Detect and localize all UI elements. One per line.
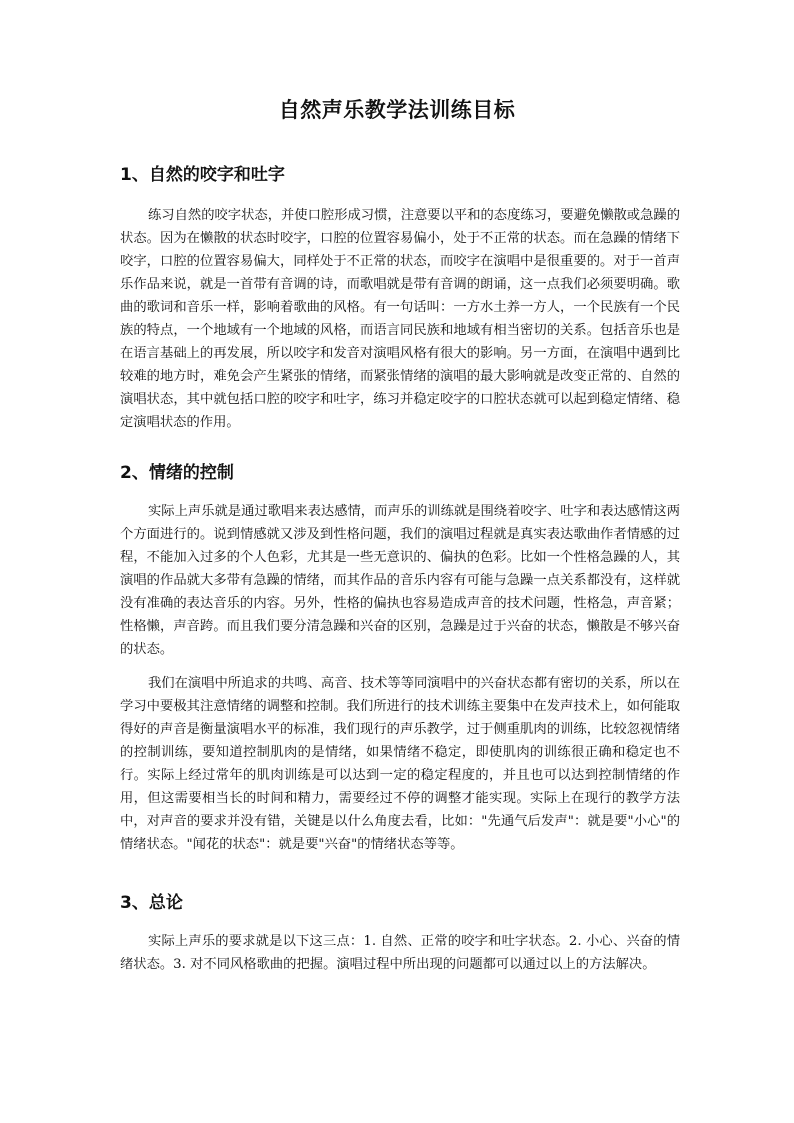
section-heading-3: 3、总论 <box>120 893 183 913</box>
section-1-paragraph-1: 练习自然的咬字状态，并使口腔形成习惯，注意要以平和的态度练习，要避免懒散或急躁的状态。因为在懒散的状态时咬字，口腔的位置容易偏小，处于不正常的状态。而在急躁的情绪下咬字，口腔的位置容易偏大，同样处于不正常的状态，而咬字在演唱中是很重要的。对于一首声乐作品来说，就是一首带有音调的诗，而歌唱就是带有音调的朗诵，这一点我们必须要明确。歌曲的歌词和音乐一样，影响着歌曲的风格。有一句话叫：一方水土养一方人，一个民族有一个民族的特点，一个地域有一个地域的风格，而语言同民族和地域有相当密切的关系。包括音乐也是在语言基础上的再发展，所以咬字和发音对演唱风格有很大的影响。另一方面，在演唱中遇到比较难的地方时，难免会产生紧张的情绪，而紧张情绪的演唱的最大影响就是改变正常的、自然的演唱状态，其中就包括口腔的咬字和吐字，练习并稳定咬字的口腔状态就可以起到稳定情绪、稳定演唱状态的作用。 <box>120 208 680 430</box>
section-2-paragraph-1: 实际上声乐就是通过歌唱来表达感情，而声乐的训练就是围绕着咬字、吐字和表达感情这两个方面进行的。说到情感就又涉及到性格问题，我们的演唱过程就是真实表达歌曲作者情感的过程，不能加入过多的个人色彩，尤其是一些无意识的、偏执的色彩。比如一个性格急躁的人，其演唱的作品就大多带有急躁的情绪，而其作品的音乐内容有可能与急躁一点关系都没有，这样就没有准确的表达音乐的内容。另外，性格的偏执也容易造成声音的技术问题，性格急，声音紧；性格懒，声音跨。而且我们要分清急躁和兴奋的区别，急躁是过于兴奋的状态，懒散是不够兴奋的状态。 <box>120 504 680 657</box>
section-3-paragraph-1: 实际上声乐的要求就是以下这三点：1. 自然、正常的咬字和吐字状态。2. 小心、兴奋的情绪状态。3. 对不同风格歌曲的把握。演唱过程中所出现的问题都可以通过以上的方法解决。 <box>120 934 680 972</box>
document-title: 自然声乐教学法训练目标 <box>278 98 516 122</box>
section-heading-2: 2、情绪的控制 <box>120 463 234 483</box>
section-heading-1: 1、自然的咬字和吐字 <box>120 165 285 185</box>
section-2-paragraph-2: 我们在演唱中所追求的共鸣、高音、技术等等同演唱中的兴奋状态都有密切的关系，所以在学习中要极其注意情绪的调整和控制。我们所进行的技术训练主要集中在发声技术上，如何能取得好的声音是衡量演唱水平的标准，我们现行的声乐教学，过于侧重肌肉的训练，比较忽视情绪的控制训练，要知道控制肌肉的是情绪，如果情绪不稳定，即使肌肉的训练很正确和稳定也不行。实际上经过常年的肌肉训练是可以达到一定的稳定程度的，并且也可以达到控制情绪的作用，但这需要相当长的时间和精力，需要经过不停的调整才能实现。实际上在现行的教学方法中，对声音的要求并没有错，关键是以什么角度去看，比如："先通气后发声"：就是要"小心"的情绪状态。"闻花的状态"：就是要"兴奋"的情绪状态等等。 <box>120 676 680 852</box>
